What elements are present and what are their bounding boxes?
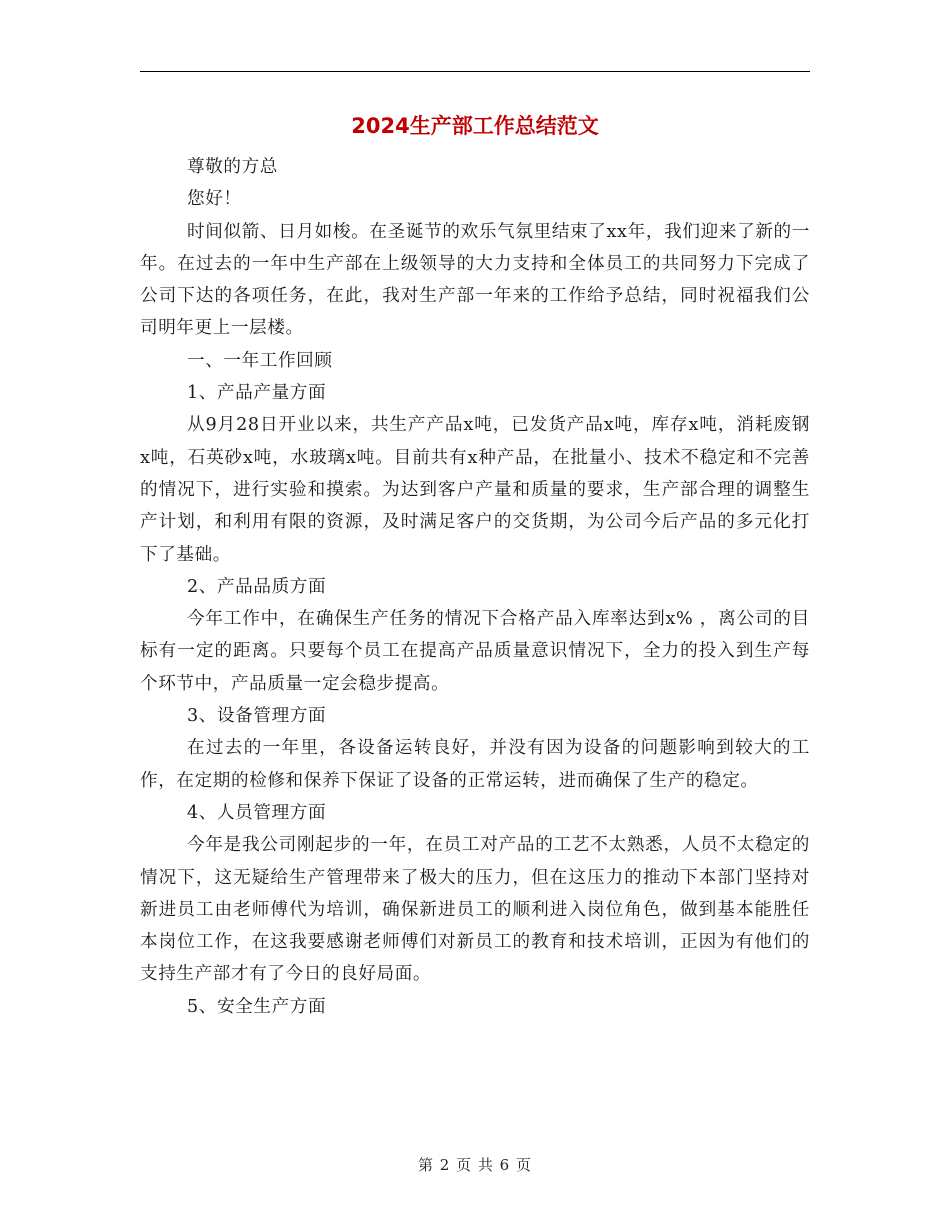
document-body bbox=[140, 151, 810, 1023]
document-title: 2024生产部工作总结范文 bbox=[351, 114, 599, 138]
page-footer: 第 2 页 共 6 页 bbox=[418, 1156, 532, 1174]
subheading-quality: 2、产品品质方面 bbox=[187, 576, 327, 597]
paragraph-equipment: 在过去的一年里，各设备运转良好，并没有因为设备的问题影响到较大的工作，在定期的检修和保养下保证了设备的正常运转，进而确保了生产的稳定。 bbox=[140, 738, 810, 791]
intro-paragraph: 时间似箭、日月如梭。在圣诞节的欢乐气氛里结束了xx年，我们迎来了新的一年。在过去的一年中生产部在上级领导的大力支持和全体员工的共同努力下完成了公司下达的各项任务，在此，我对生产部一年来的工作给予总结，同时祝福我们公司明年更上一层楼。 bbox=[140, 221, 810, 339]
subheading-equipment: 3、设备管理方面 bbox=[187, 706, 327, 727]
subheading-safety: 5、安全生产方面 bbox=[187, 996, 327, 1017]
paragraph-quality: 今年工作中，在确保生产任务的情况下合格产品入库率达到x% ，离公司的目标有一定的距离。只要每个员工在提高产品质量意识情况下，全力的投入到生产每个环节中，产品质量一定会稳步提高。 bbox=[140, 609, 810, 694]
subheading-personnel: 4、人员管理方面 bbox=[187, 802, 327, 823]
header-rule bbox=[140, 71, 810, 72]
subheading-output: 1、产品产量方面 bbox=[187, 383, 327, 404]
salutation: 尊敬的方总 bbox=[187, 157, 278, 177]
section-heading-review: 一、一年工作回顾 bbox=[187, 350, 333, 371]
paragraph-personnel: 今年是我公司刚起步的一年，在员工对产品的工艺不太熟悉，人员不太稳定的情况下，这无疑给生产管理带来了极大的压力，但在这压力的推动下本部门坚持对新进员工由老师傅代为培训，确保新进员工的顺利进入岗位角色，做到基本能胜任本岗位工作，在这我要感谢老师傅们对新员工的教育和技术培训，正因为有他们的支持生产部才有了今日的良好局面。 bbox=[140, 835, 810, 985]
paragraph-output: 从9月28日开业以来，共生产产品x吨，已发货产品x吨，库存x吨，消耗废钢x吨，石英砂x吨，水玻璃x吨。目前共有x种产品，在批量小、技术不稳定和不完善的情况下，进行实验和摸索。为达到客户产量和质量的要求，生产部合理的调整生产计划，和利用有限的资源，及时满足客户的交货期，为公司今后产品的多元化打下了基础。 bbox=[140, 415, 810, 565]
greeting: 您好！ bbox=[187, 189, 242, 210]
